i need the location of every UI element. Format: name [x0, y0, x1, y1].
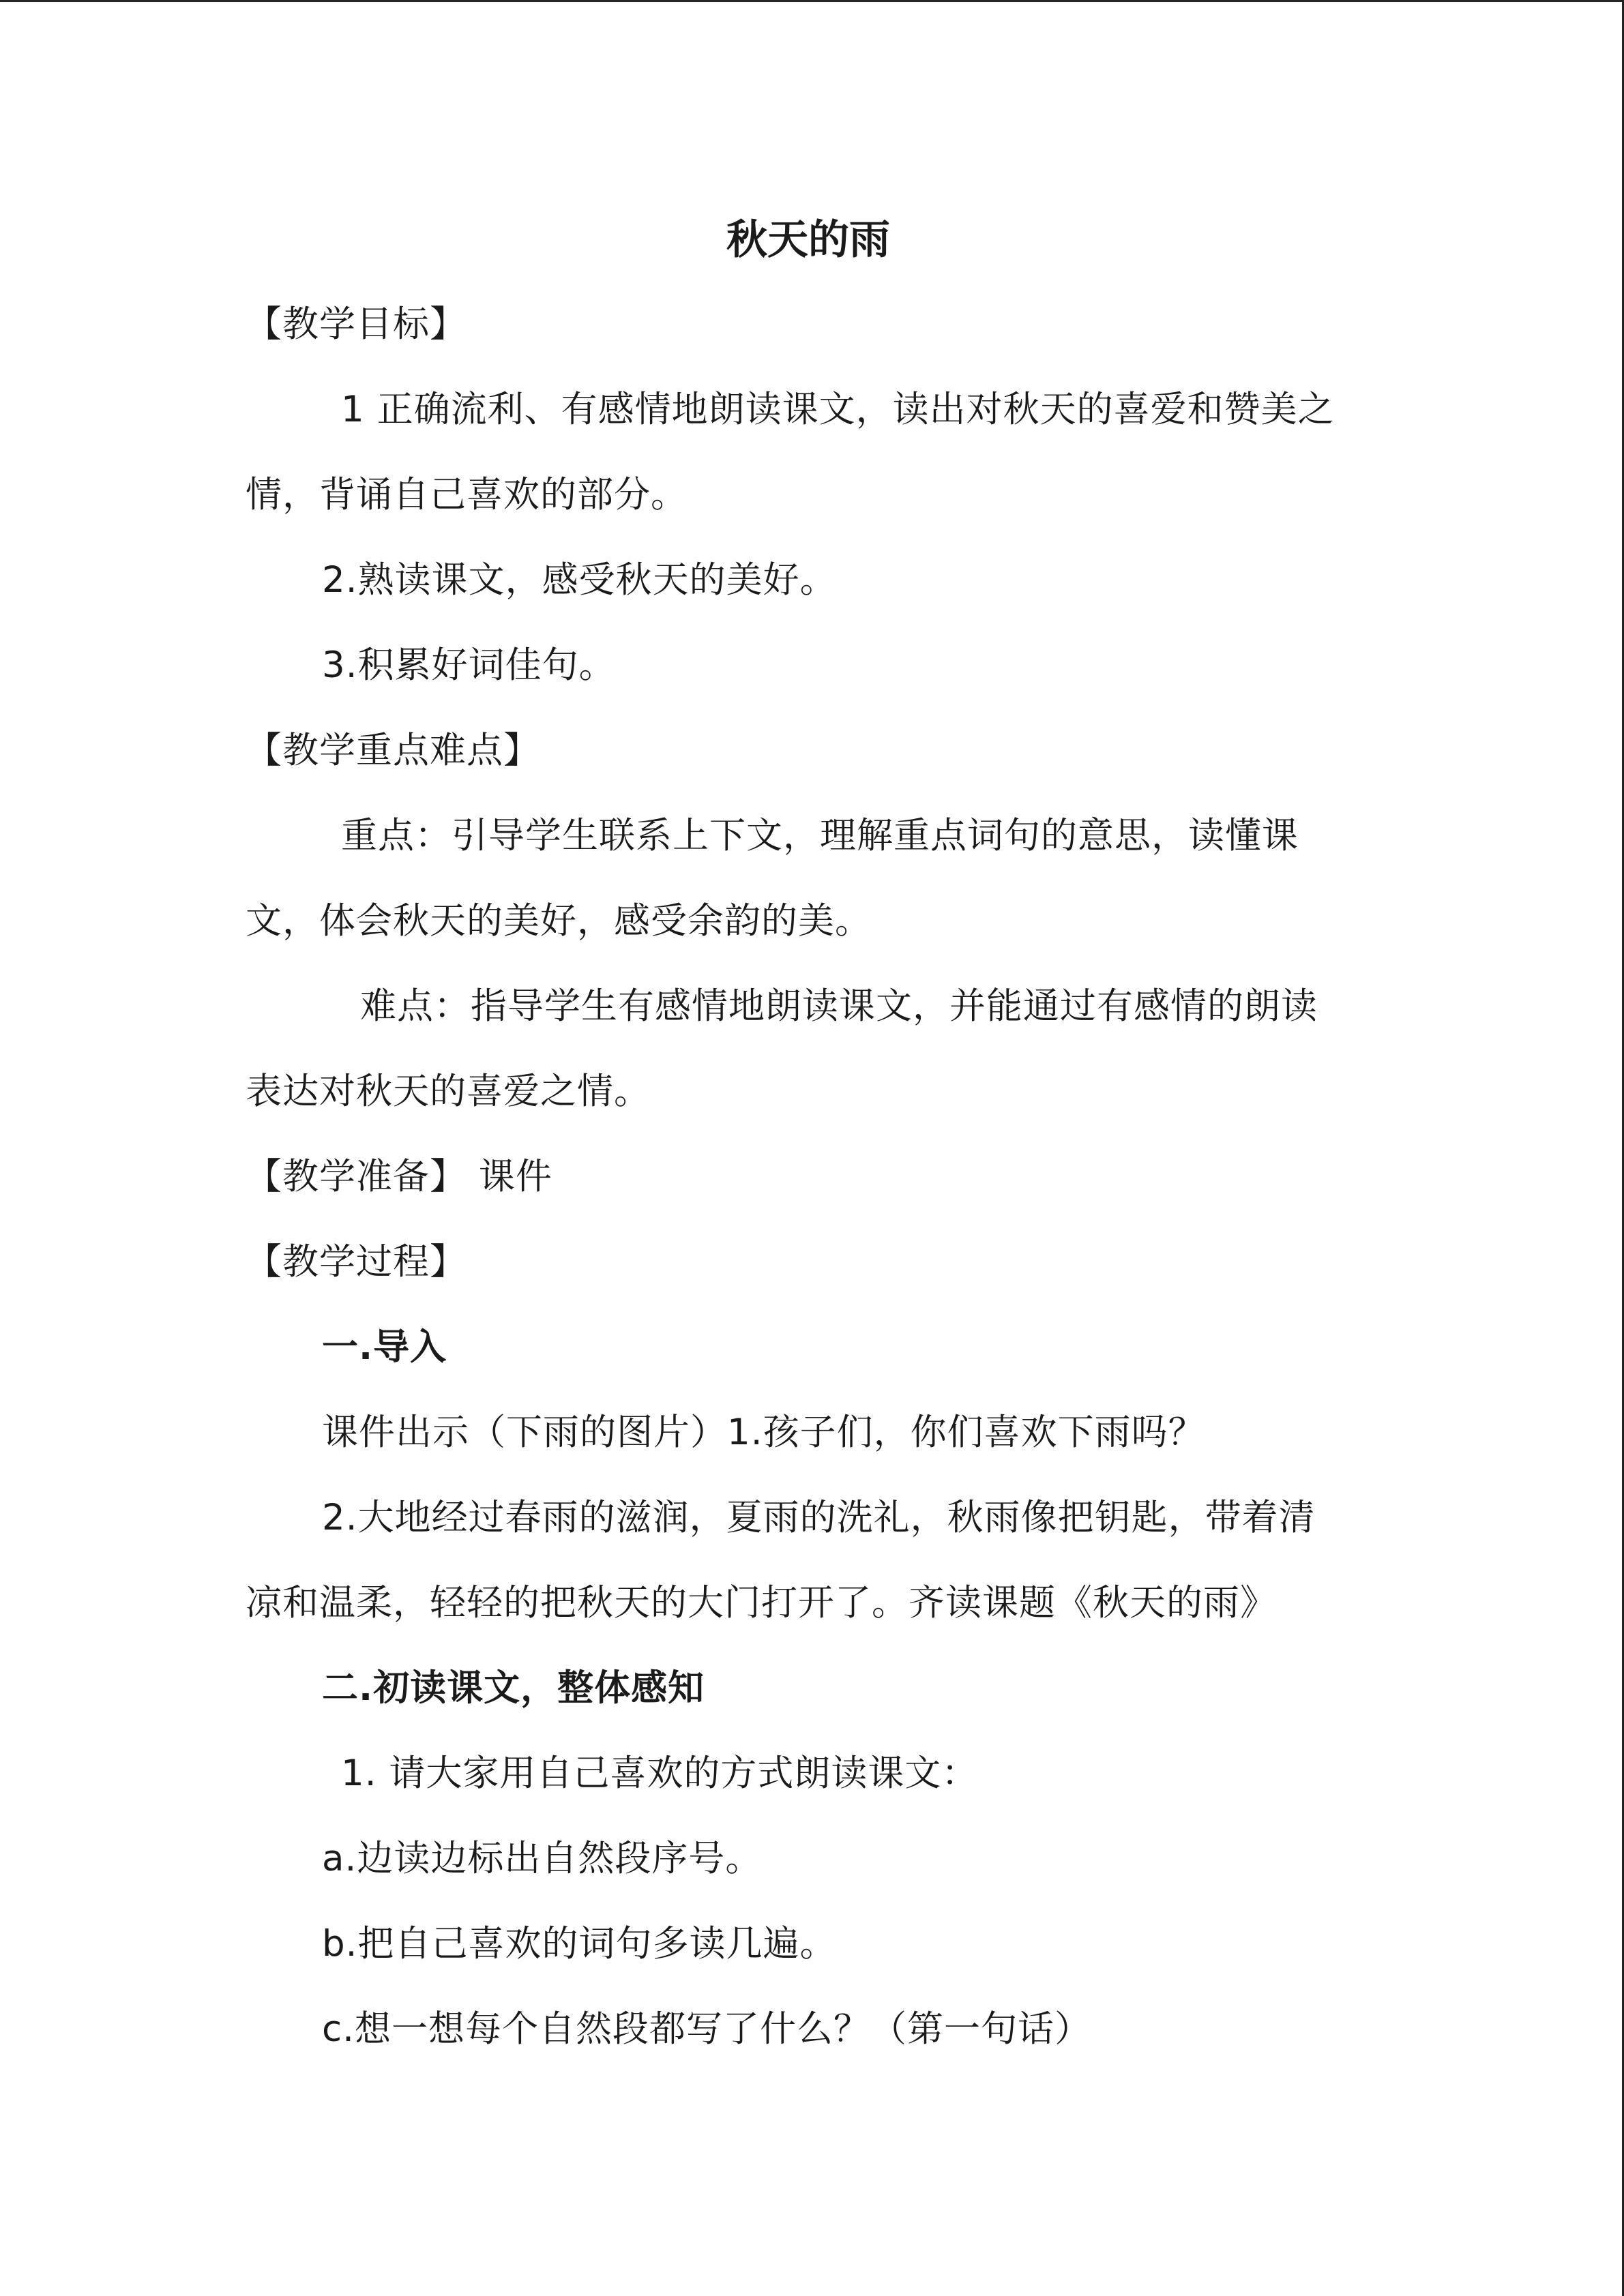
paragraph-line: 文，体会秋天的美好，感受余韵的美。: [246, 900, 872, 942]
list-item: b.把自己喜欢的词句多读几遍。: [322, 1923, 837, 1965]
subheading-first-reading: 二.初读课文，整体感知: [322, 1667, 705, 1709]
section-heading-key-points: 【教学重点难点】: [246, 730, 540, 771]
paragraph-line: 2.熟读课文，感受秋天的美好。: [322, 559, 837, 601]
paragraph-line: 表达对秋天的喜爱之情。: [246, 1071, 651, 1112]
paragraph-line: 2.大地经过春雨的滋润，夏雨的洗礼，秋雨像把钥匙，带着清: [322, 1497, 1316, 1538]
paragraph-line: 3.积累好词佳句。: [322, 644, 616, 686]
list-item: a.边读边标出自然段序号。: [322, 1838, 763, 1879]
section-heading-process: 【教学过程】: [246, 1241, 467, 1283]
section-heading-preparation: 【教学准备】 课件: [246, 1156, 552, 1197]
paragraph-line: 重点：引导学生联系上下文，理解重点词句的意思，读懂课: [341, 815, 1299, 856]
paragraph-line: 情，背诵自己喜欢的部分。: [246, 474, 688, 516]
paragraph-line: 1 正确流利、有感情地朗读课文，读出对秋天的喜爱和赞美之: [341, 389, 1335, 430]
paragraph-line: 难点：指导学生有感情地朗读课文，并能通过有感情的朗读: [360, 985, 1318, 1027]
page-top-border: [0, 0, 1624, 2]
paragraph-line: 凉和温柔，轻轻的把秋天的大门打开了。齐读课题《秋天的雨》: [246, 1582, 1277, 1624]
subheading-introduction: 一.导入: [322, 1326, 447, 1368]
paragraph-line: 课件出示（下雨的图片）1.孩子们，你们喜欢下雨吗？: [322, 1412, 1205, 1453]
section-heading-objectives: 【教学目标】: [246, 303, 467, 345]
list-item: 1. 请大家用自己喜欢的方式朗读课文：: [341, 1753, 979, 1794]
document-title: 秋天的雨: [726, 216, 890, 264]
list-item: c.想一想每个自然段都写了什么？（第一句话）: [322, 2008, 1091, 2050]
